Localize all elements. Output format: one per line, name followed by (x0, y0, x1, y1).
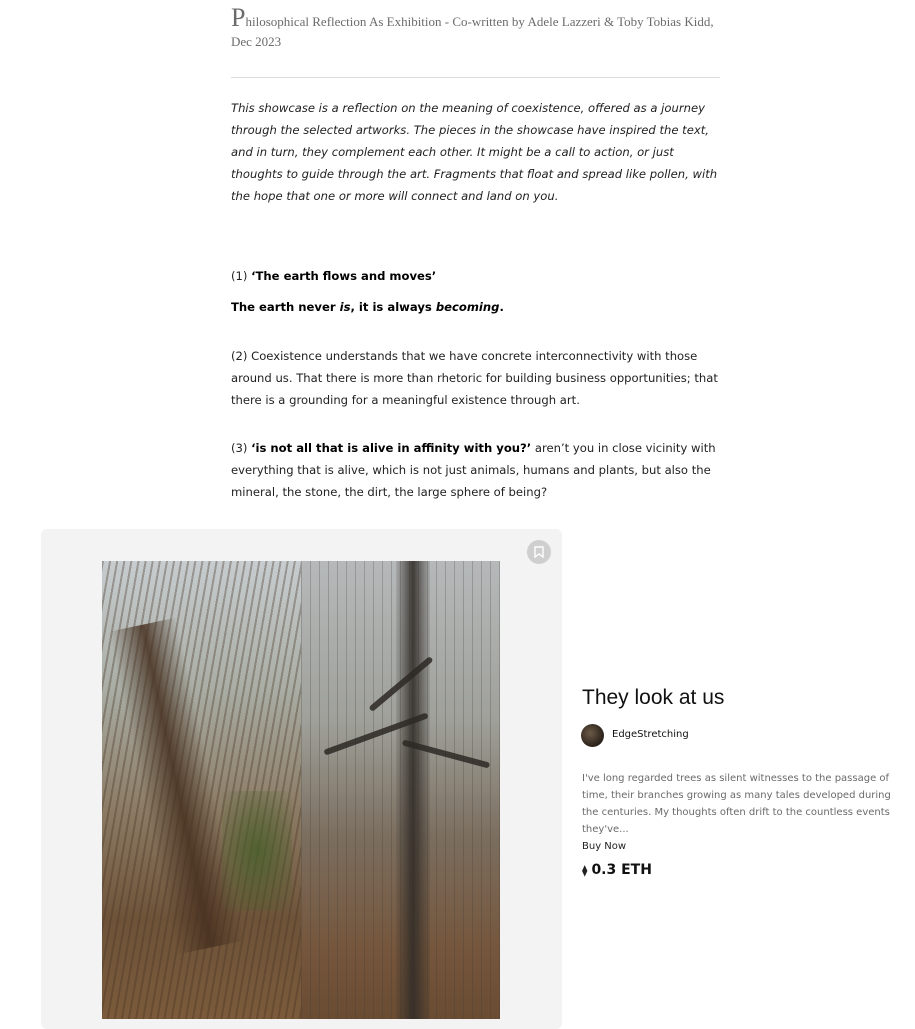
article-title (231, 3, 721, 52)
artwork-left-panel (102, 561, 301, 1019)
bookmark-button[interactable] (527, 540, 551, 564)
paragraph-4-body: aren’t you in close vicinity with everything that is alive, which is not just animals, humans and plants, but also the mineral, the stone, the dirt, the large sphere of being? (231, 441, 716, 499)
artist-avatar[interactable] (581, 724, 604, 747)
p2-becoming: becoming (435, 300, 500, 314)
ethereum-icon: ⧫ (582, 863, 588, 877)
paragraph-1-number: (1) (231, 269, 252, 283)
divider (231, 77, 720, 78)
p2-end: . (499, 300, 504, 314)
p2-part1: The earth never (231, 300, 340, 314)
paragraph-4-number: (3) (231, 441, 252, 455)
bookmark-icon (534, 546, 544, 558)
paragraph-4 (231, 437, 721, 503)
artwork-description: I've long regarded trees as silent witnesses to the passage of time, their branches growing as many tales developed during the centuries. My thoughts often drift to the countless events they've... (582, 773, 891, 835)
buy-now-label[interactable]: Buy Now (582, 841, 627, 852)
paragraph-1-heading: ‘The earth flows and moves’ (251, 269, 437, 283)
artwork-image[interactable] (102, 561, 500, 1019)
paragraph-3: (2) Coexistence understands that we have concrete interconnectivity with those around us. That there is more than rhetoric for building business opportunities; that there is a grounding for a meaningful existence through art. (231, 349, 718, 407)
artwork-title[interactable]: They look at us (582, 686, 725, 709)
price-value: 0.3 ETH (591, 862, 652, 878)
paragraph-1 (231, 265, 721, 287)
artwork-right-panel (301, 561, 500, 1019)
price[interactable] (582, 862, 652, 878)
p2-is: is (339, 300, 351, 314)
p2-part2: , it is always (350, 300, 436, 314)
artist-name[interactable]: EdgeStretching (612, 729, 689, 740)
intro-paragraph: This showcase is a reflection on the meaning of coexistence, offered as a journey through the selected artworks. The pieces in the showcase have inspired the text, and in turn, they complement each other. It might be a call to action, or just thoughts to guide through the art. Fragments that float and spread like pollen, with the hope that one or more will connect and land on you. (231, 101, 718, 203)
title-text: hilosophical Reflection As Exhibition - Co-written by Adele Lazzeri & Toby Tobias Kidd, Dec 2023 (231, 14, 714, 49)
paragraph-4-heading: ‘is not all that is alive in affinity with you?’ (251, 441, 532, 455)
title-dropcap: P (231, 3, 246, 32)
paragraph-2 (231, 296, 721, 318)
